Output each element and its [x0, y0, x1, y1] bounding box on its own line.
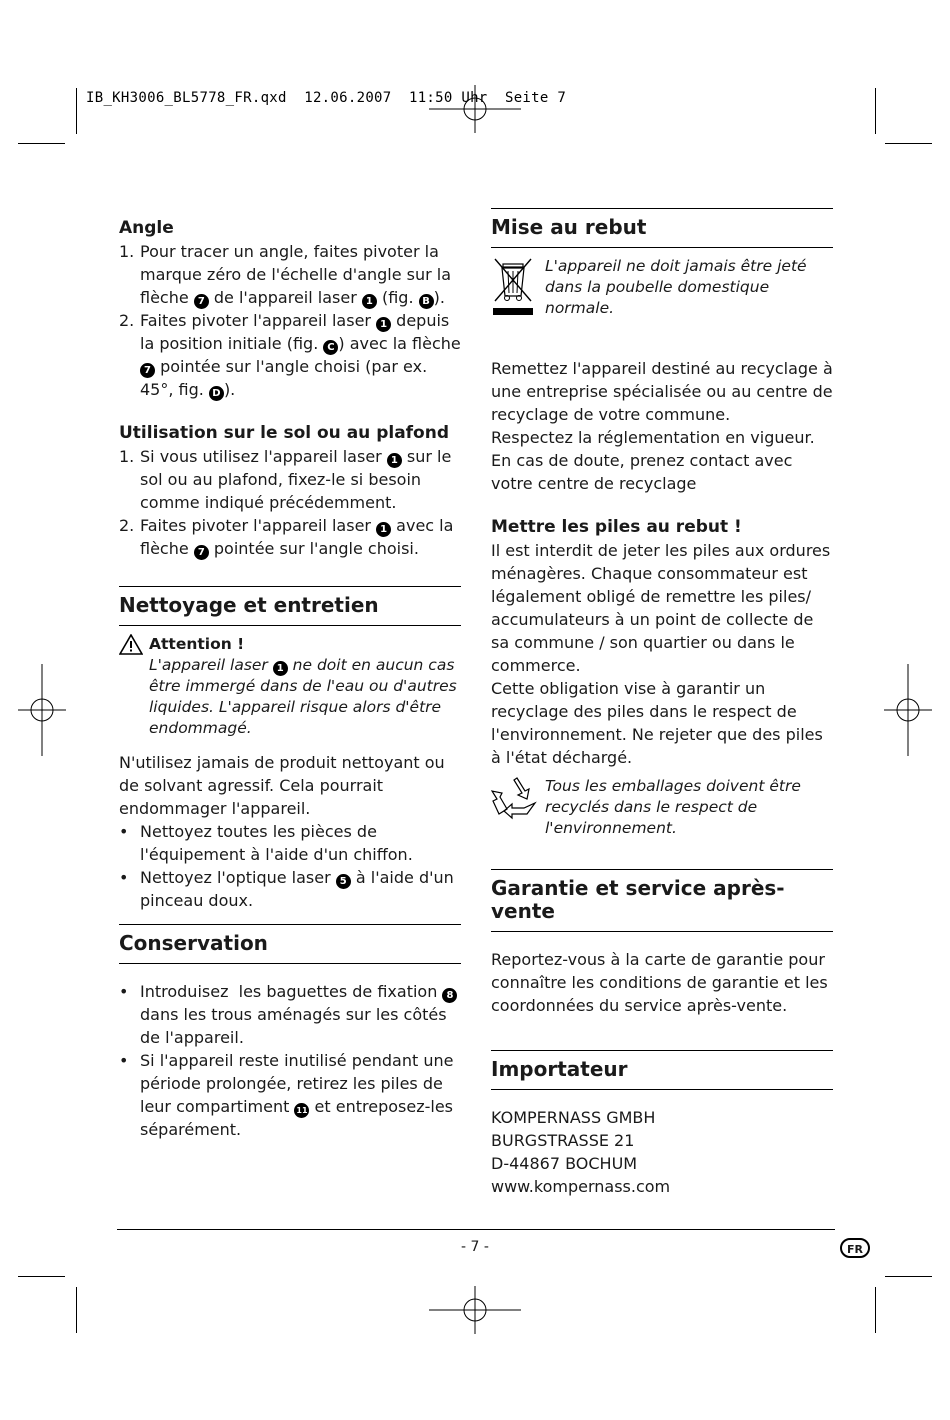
step-text: [140, 445, 461, 514]
recycle-icon-box: [491, 776, 545, 839]
crossed-out-bin-icon: [491, 256, 535, 318]
text-run: Faites pivoter l'appareil laser: [140, 311, 377, 330]
storage-bullet-2: [119, 1049, 461, 1141]
bullet-text: [140, 980, 461, 1049]
cleaning-bullet-2: [119, 866, 461, 912]
floor-step-2: [119, 514, 461, 560]
bullet-dot: •: [119, 868, 129, 887]
storage-bullet-1: [119, 980, 461, 1049]
step-text: [140, 309, 461, 401]
text-run: sur le sol ou au plafond, fixez-le si besoin comme indiqué précédemment.: [140, 447, 452, 512]
batteries-paragraph-2: Cette obligation vise à garantir un recyclage des piles dans le respect de l'environnement. Ne rejeter que des piles à l'état déchargé.: [491, 679, 823, 767]
footer-rule: [117, 1229, 835, 1230]
section-angle: [119, 205, 461, 401]
angle-step-1: [119, 240, 461, 309]
text-run: ).: [223, 380, 236, 399]
marker-11-icon: 11: [294, 1103, 309, 1118]
cleaning-heading: Nettoyage et entretien: [119, 586, 461, 626]
disposal-heading: Mise au rebut: [491, 208, 833, 248]
step-number: 1.: [119, 447, 135, 466]
disposal-paragraph-1: Remettez l'appareil destiné au recyclage à une entreprise spécialisée ou au centre de recyclage de votre commune.: [491, 359, 833, 424]
file-slug: IB_KH3006_BL5778_FR.qxd 12.06.2007 11:50 Uhr Seite 7: [86, 90, 567, 106]
bullet-dot: •: [119, 982, 129, 1001]
crop-mark: [18, 143, 65, 144]
disposal-icon-box: [491, 256, 545, 324]
text-run: Nettoyez l'optique laser: [140, 868, 336, 887]
left-column: [119, 205, 461, 1141]
figure-c-icon: C: [323, 340, 338, 355]
page-number: - 7 -: [461, 1239, 489, 1255]
angle-heading: Angle: [119, 218, 174, 238]
disposal-note-text: L'appareil ne doit jamais être jeté dans la poubelle domestique normale.: [545, 257, 807, 317]
crop-mark: [875, 88, 876, 134]
crop-mark: [885, 1276, 932, 1277]
text-run: L'appareil laser: [149, 656, 273, 674]
attention-text: [119, 655, 461, 739]
section-floor-ceiling: [119, 422, 461, 560]
marker-1-icon: 1: [376, 317, 391, 332]
text-run: ne doit en aucun cas être immergé dans de l'eau ou d'autres liquides. L'appareil risque alors d'être endommagé.: [149, 656, 457, 737]
batteries-heading: Mettre les piles au rebut !: [491, 517, 742, 537]
text-run: pointée sur l'angle choisi.: [208, 539, 419, 558]
recycle-icon: [491, 776, 537, 820]
step-number: 2.: [119, 311, 135, 330]
text-run: et entreposez-les séparément.: [140, 1097, 453, 1139]
text-run: Introduisez les baguettes de fixation: [140, 982, 443, 1001]
recycling-note: [491, 776, 833, 839]
floor-heading: Utilisation sur le sol ou au plafond: [119, 423, 450, 443]
step-text: [140, 514, 461, 560]
registration-mark-icon: [862, 664, 950, 756]
disposal-note: [491, 256, 833, 324]
bullet-text: [140, 866, 461, 912]
warranty-heading: Garantie et service après-vente: [491, 869, 833, 932]
importer-line-3: D-44867 BOCHUM: [491, 1154, 638, 1173]
figure-b-icon: B: [419, 294, 434, 309]
importer-website: www.kompernass.com: [491, 1177, 671, 1196]
section-disposal: [491, 208, 833, 495]
marker-5-icon: 5: [336, 874, 351, 889]
step-number: 2.: [119, 516, 135, 535]
marker-1-icon: 1: [362, 294, 377, 309]
crop-mark: [885, 143, 932, 144]
right-column: [491, 208, 833, 1198]
section-importer: [491, 1050, 833, 1198]
text-run: depuis la position initiale (fig.: [140, 311, 450, 353]
text-run: pointée sur l'angle choisi (par ex. 45°, fig.: [140, 357, 428, 399]
text-run: Pour tracer un angle, faites pivoter la marque zéro de l'échelle d'angle sur la flèche: [140, 242, 452, 307]
bullet-dot: •: [119, 1051, 129, 1070]
step-text: [140, 240, 461, 309]
marker-1-icon: 1: [376, 522, 391, 537]
section-cleaning: [119, 586, 461, 912]
angle-step-2: [119, 309, 461, 401]
importer-line-1: KOMPERNASS GMBH: [491, 1108, 656, 1127]
text-run: Si l'appareil reste inutilisé pendant une période prolongée, retirez les piles de leur compartiment: [140, 1051, 454, 1116]
batteries-paragraph-1: Il est interdit de jeter les piles aux ordures ménagères. Chaque consommateur est légalement obligé de remettre les piles/ accumulateurs à un point de collecte de sa commune / son quartier ou dans le commerce.: [491, 541, 831, 675]
text-run: Faites pivoter l'appareil laser: [140, 516, 377, 535]
step-number: 1.: [119, 242, 135, 261]
importer-heading: Importateur: [491, 1050, 833, 1090]
floor-step-1: [119, 445, 461, 514]
bullet-text: Nettoyez toutes les pièces de l'équipement à l'aide d'un chiffon.: [140, 822, 413, 864]
bullet-dot: •: [119, 822, 129, 841]
marker-1-icon: 1: [273, 661, 288, 676]
registration-mark-icon: [0, 664, 88, 756]
marker-8-icon: 8: [442, 988, 457, 1003]
cleaning-paragraph: N'utilisez jamais de produit nettoyant ou de solvant agressif. Cela pourrait endommager l'appareil.: [119, 753, 445, 818]
registration-mark-icon: [429, 63, 521, 155]
crop-mark: [875, 1287, 876, 1333]
disposal-paragraph-2: Respectez la réglementation en vigueur.: [491, 428, 815, 447]
cleaning-bullet-1: [119, 820, 461, 866]
bullet-text: [140, 1049, 461, 1141]
marker-7-icon: 7: [194, 294, 209, 309]
text-run: à l'aide d'un pinceau doux.: [140, 868, 454, 910]
importer-line-2: BURGSTRASSE 21: [491, 1131, 635, 1150]
marker-1-icon: 1: [387, 453, 402, 468]
section-warranty: [491, 869, 833, 1017]
section-batteries: [491, 516, 833, 839]
text-run: avec la flèche: [140, 516, 454, 558]
attention-box: [119, 634, 461, 739]
language-badge: FR: [840, 1238, 870, 1258]
crop-mark: [76, 1287, 77, 1333]
marker-7-icon: 7: [194, 545, 209, 560]
registration-mark-icon: [429, 1264, 521, 1356]
warning-triangle-icon: [119, 634, 143, 655]
text-run: de l'appareil laser: [208, 288, 362, 307]
text-run: ).: [433, 288, 445, 307]
figure-d-icon: D: [209, 386, 224, 401]
text-run: Si vous utilisez l'appareil laser: [140, 447, 387, 466]
text-run: dans les trous aménagés sur les côtés de l'appareil.: [140, 1005, 447, 1047]
crop-mark: [76, 88, 77, 134]
section-storage: [119, 924, 461, 1141]
marker-7-icon: 7: [140, 363, 155, 378]
recycling-note-text: Tous les emballages doivent être recyclés dans le respect de l'environnement.: [545, 777, 801, 837]
warranty-paragraph: Reportez-vous à la carte de garantie pour connaître les conditions de garantie et les coordonnées du service après-vente.: [491, 950, 828, 1015]
storage-heading: Conservation: [119, 924, 461, 964]
attention-title: Attention !: [149, 635, 245, 653]
crop-mark: [18, 1276, 65, 1277]
disposal-paragraph-3: En cas de doute, prenez contact avec votre centre de recyclage: [491, 451, 793, 493]
text-run: (fig.: [376, 288, 419, 307]
text-run: ) avec la flèche: [338, 334, 461, 353]
